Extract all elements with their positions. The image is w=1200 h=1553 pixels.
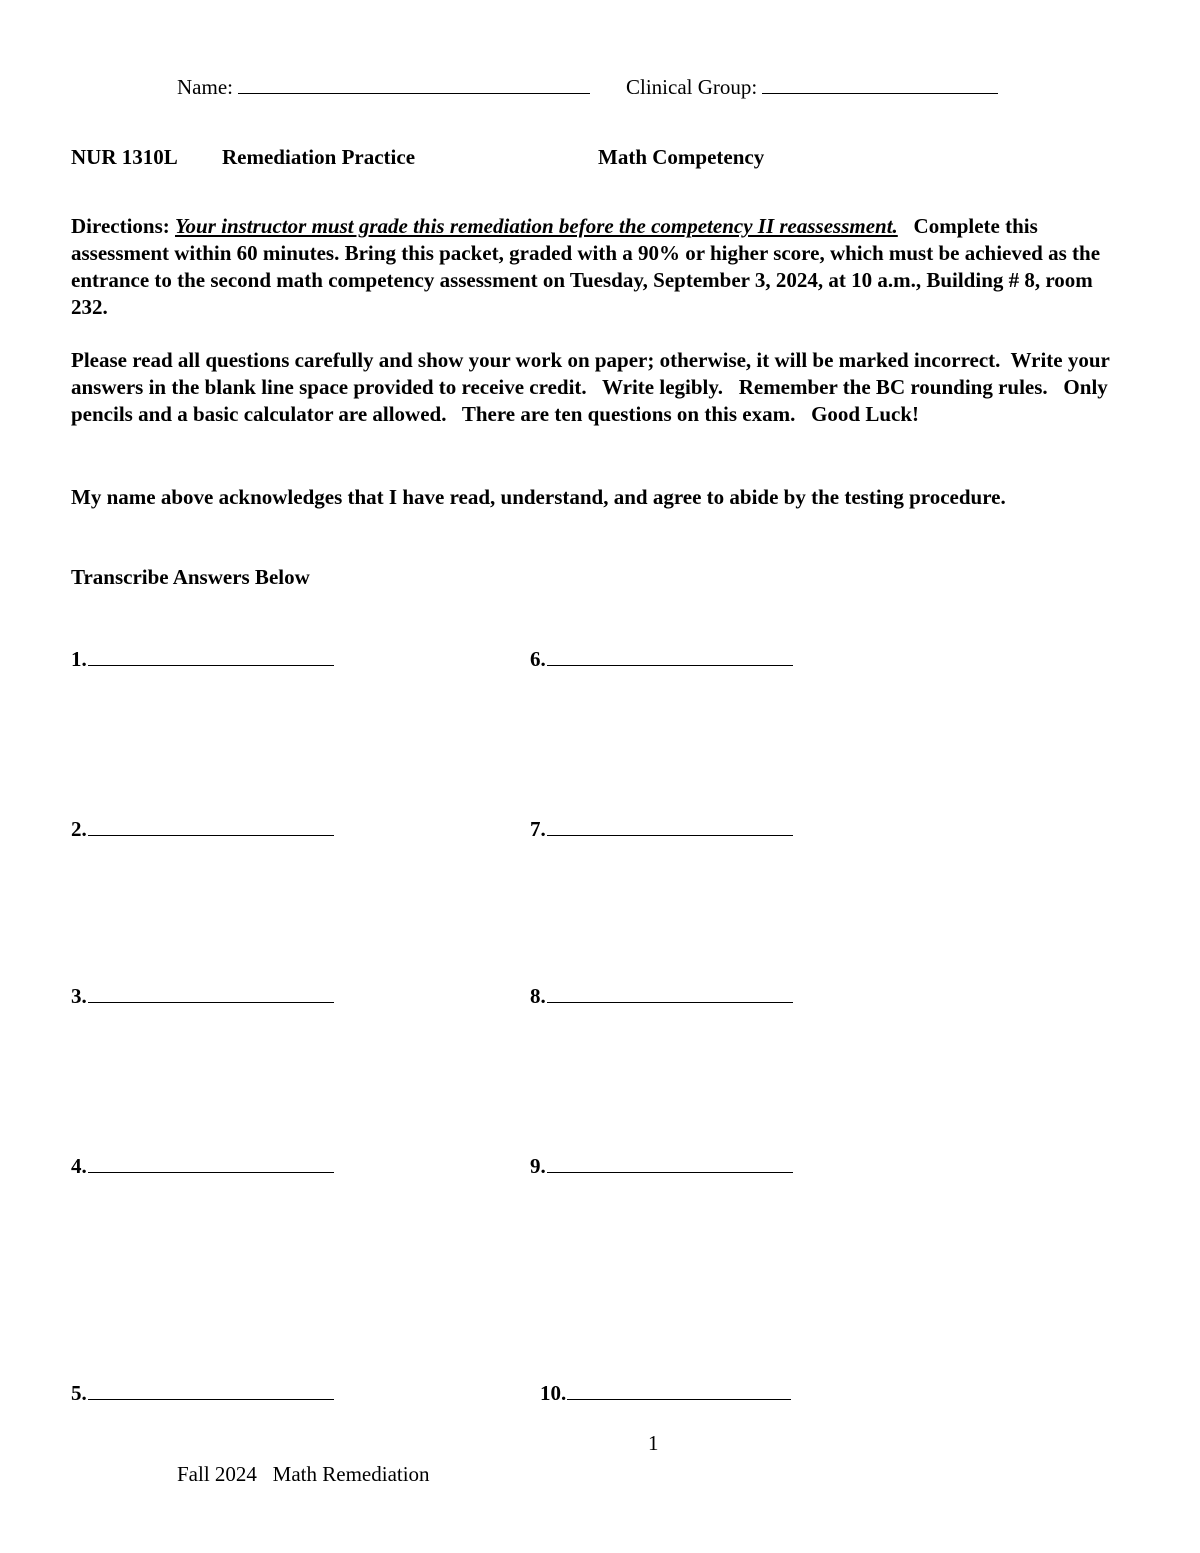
answer-field[interactable] <box>88 984 334 1003</box>
answer-number: 1. <box>71 647 87 671</box>
acknowledgement-text: My name above acknowledges that I have read, understand, and agree to abide by the testing procedure. <box>71 485 1006 509</box>
answer-field[interactable] <box>547 647 793 666</box>
answer-field[interactable] <box>567 1381 791 1400</box>
practice-title: Remediation Practice <box>222 145 416 169</box>
directions-text: Complete this assessment within 60 minutes. Bring this packet, graded with a 90% or higher score, which must be achieved as the entrance to the second math competency assessment on Tuesday, September 3, 2024, at 10 a.m., Building # 8, room 232. <box>71 214 1101 319</box>
answer-number: 4. <box>71 1154 87 1178</box>
footer-label: Fall 2024 Math Remediation <box>177 1462 430 1486</box>
page-number: 1 <box>648 1431 659 1455</box>
answer-number: 10. <box>540 1381 567 1405</box>
answer-field[interactable] <box>88 1381 334 1400</box>
answer-field[interactable] <box>547 817 793 836</box>
answer-field[interactable] <box>88 817 334 836</box>
directions-paragraph <box>71 213 1131 321</box>
answer-field[interactable] <box>88 1154 334 1173</box>
clinical-group-line <box>626 74 998 101</box>
answer-field[interactable] <box>88 647 334 666</box>
answer-number: 3. <box>71 984 87 1008</box>
answer-line-9 <box>530 1153 793 1180</box>
answer-line-8 <box>530 983 793 1010</box>
answer-line-5 <box>71 1380 334 1407</box>
answer-number: 7. <box>530 817 546 841</box>
answer-line-2 <box>71 816 334 843</box>
answer-line-10 <box>540 1380 791 1407</box>
answer-number: 9. <box>530 1154 546 1178</box>
directions-label: Directions: <box>71 214 170 238</box>
directions-emphasis: Your instructor must grade this remediation before the competency II reassessment. <box>175 214 898 238</box>
instructions-paragraph: Please read all questions carefully and show your work on paper; otherwise, it will be marked incorrect. Write your answers in the blank line space provided to receive credit. Write legibly. Remember the BC rounding rules. Only pencils and a basic calculator are allowed. There are ten questions on this exam. Good Luck! <box>71 348 1115 426</box>
clinical-group-label: Clinical Group: <box>626 75 758 99</box>
answers-heading: Transcribe Answers Below <box>71 565 310 589</box>
answer-line-7 <box>530 816 793 843</box>
name-line <box>177 74 590 101</box>
answer-number: 6. <box>530 647 546 671</box>
name-field[interactable] <box>238 75 590 94</box>
answer-line-6 <box>530 646 793 673</box>
answer-field[interactable] <box>547 984 793 1003</box>
answer-line-4 <box>71 1153 334 1180</box>
answer-line-3 <box>71 983 334 1010</box>
answer-number: 8. <box>530 984 546 1008</box>
subject-title: Math Competency <box>598 145 765 169</box>
answer-line-1 <box>71 646 334 673</box>
clinical-group-field[interactable] <box>762 75 998 94</box>
answer-field[interactable] <box>547 1154 793 1173</box>
course-code: NUR 1310L <box>71 145 178 169</box>
answer-number: 5. <box>71 1381 87 1405</box>
name-label: Name: <box>177 75 233 99</box>
answer-number: 2. <box>71 817 87 841</box>
